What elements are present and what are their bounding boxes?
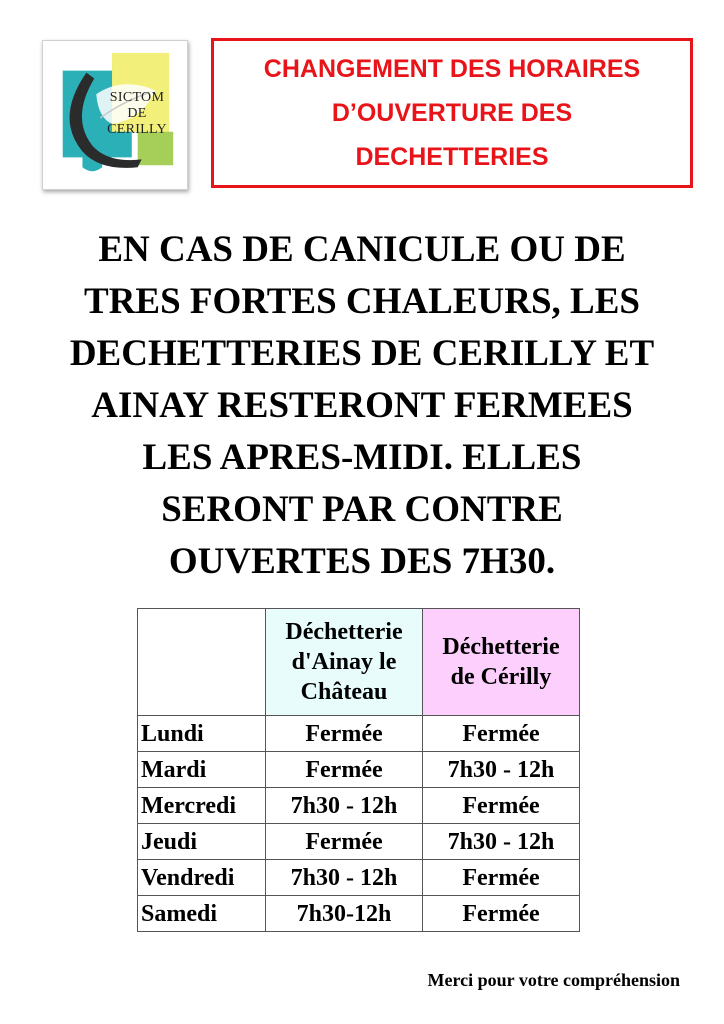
- header-empty-cell: [138, 609, 266, 716]
- cerilly-hours-cell: Fermée: [423, 896, 580, 932]
- cerilly-hours-cell: 7h30 - 12h: [423, 752, 580, 788]
- notice-line-2: TRES FORTES CHALEURS, LES: [84, 281, 640, 322]
- ainay-hours-cell: 7h30 - 12h: [266, 860, 423, 896]
- logo-text-de: DE: [127, 106, 147, 121]
- title-line-1: CHANGEMENT DES HORAIRES: [263, 55, 641, 83]
- day-cell: Mardi: [138, 752, 266, 788]
- cerilly-hours-cell: Fermée: [423, 716, 580, 752]
- header-cerilly-line-2: de Cérilly: [450, 664, 552, 690]
- notice-line-4: AINAY RESTERONT FERMEES: [91, 385, 633, 426]
- cerilly-hours-cell: 7h30 - 12h: [423, 824, 580, 860]
- cerilly-hours-cell: Fermée: [423, 860, 580, 896]
- day-cell: Lundi: [138, 716, 266, 752]
- day-cell: Mercredi: [138, 788, 266, 824]
- title-line-3: DECHETTERIES: [355, 143, 549, 171]
- logo-text-sictom: SICTOM: [109, 90, 165, 105]
- header-ainay-line-1: Déchetterie: [285, 619, 403, 645]
- header-cerilly-line-1: Déchetterie: [442, 634, 560, 660]
- sictom-logo: [42, 40, 188, 190]
- notice-line-7: OUVERTES DES 7H30.: [168, 541, 556, 582]
- title-box: [211, 38, 693, 188]
- header-ainay-line-2: d'Ainay le: [291, 649, 397, 675]
- notice-line-5: LES APRES-MIDI. ELLES: [142, 437, 582, 478]
- ainay-hours-cell: Fermée: [266, 824, 423, 860]
- table-row: [138, 860, 580, 896]
- day-cell: Samedi: [138, 896, 266, 932]
- thank-you-note: Merci pour votre compréhension: [427, 970, 680, 990]
- logo-text-cerilly: CERILLY: [107, 122, 167, 137]
- heat-wave-notice: [20, 224, 704, 588]
- day-cell: Vendredi: [138, 860, 266, 896]
- notice-line-6: SERONT PAR CONTRE: [161, 489, 563, 530]
- ainay-hours-cell: 7h30-12h: [266, 896, 423, 932]
- header-cerilly: [423, 609, 580, 716]
- table-row: [138, 752, 580, 788]
- table-row: [138, 896, 580, 932]
- table-row: [138, 824, 580, 860]
- header-ainay: [266, 609, 423, 716]
- title-line-2: D’OUVERTURE DES: [331, 99, 573, 127]
- ainay-hours-cell: 7h30 - 12h: [266, 788, 423, 824]
- notice-line-1: EN CAS DE CANICULE OU DE: [98, 229, 626, 270]
- day-cell: Jeudi: [138, 824, 266, 860]
- table-row: [138, 788, 580, 824]
- header-ainay-line-3: Château: [300, 679, 388, 705]
- notice-line-3: DECHETTERIES DE CERILLY ET: [69, 333, 655, 374]
- table-row: [138, 716, 580, 752]
- cerilly-hours-cell: Fermée: [423, 788, 580, 824]
- ainay-hours-cell: Fermée: [266, 752, 423, 788]
- schedule-table: [137, 608, 580, 932]
- table-header-row: [138, 609, 580, 716]
- ainay-hours-cell: Fermée: [266, 716, 423, 752]
